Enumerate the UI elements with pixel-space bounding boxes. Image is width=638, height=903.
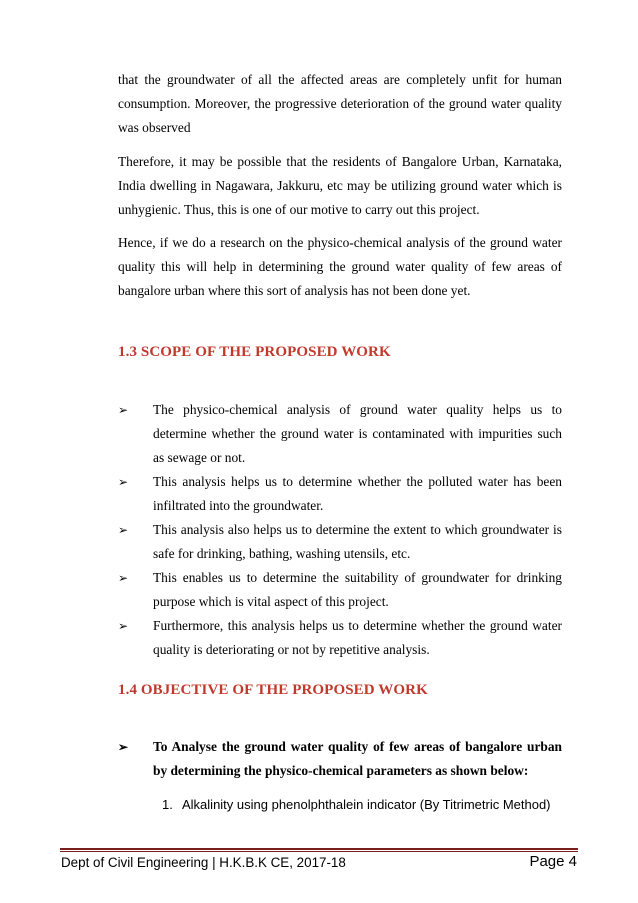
arrow-bullet-icon: ➢ [118, 619, 129, 633]
scope-heading: 1.3 SCOPE OF THE PROPOSED WORK [118, 344, 391, 360]
footer-rule-thick [60, 848, 578, 850]
arrow-bullet-icon: ➢ [118, 571, 129, 585]
objective-list [118, 735, 562, 783]
footer-department: Dept of Civil Engineering | H.K.B.K CE, 2017-18 [61, 855, 346, 870]
paragraph-research-purpose: Hence, if we do a research on the physico-chemical analysis of the ground water quality this will help in determining the ground water quality of few areas of bangalore urban where this sort of analysis has not been done yet. [118, 235, 562, 298]
arrow-bullet-icon: ➢ [118, 740, 129, 754]
paragraph-groundwater-unfit: that the groundwater of all the affected areas are completely unfit for human consumption. Moreover, the progressive deterioration of the ground water quality was observed [118, 72, 562, 135]
scope-item: ➢ This analysis also helps us to determine the extent to which groundwater is safe for drinking, bathing, washing utensils, etc. [118, 518, 562, 566]
arrow-bullet-icon: ➢ [118, 523, 129, 537]
objective-item: ➢ To Analyse the ground water quality of few areas of bangalore urban by determining the physico-chemical parameters as shown below: [118, 735, 562, 783]
scope-item: ➢ This enables us to determine the suitability of groundwater for drinking purpose which is vital aspect of this project. [118, 566, 562, 614]
arrow-bullet-icon: ➢ [118, 403, 129, 417]
scope-list [118, 398, 562, 662]
scope-item: ➢ Furthermore, this analysis helps us to determine whether the ground water quality is deteriorating or not by repetitive analysis. [118, 614, 562, 662]
item-number: 1. [162, 797, 173, 812]
numbered-item-alkalinity [162, 795, 582, 815]
scope-item: ➢ The physico-chemical analysis of ground water quality helps us to determine whether the ground water is contaminated with impurities such as sewage or not. [118, 398, 562, 470]
scope-item: ➢ This analysis helps us to determine whether the polluted water has been infiltrated into the groundwater. [118, 470, 562, 518]
paragraph-bangalore-residents: Therefore, it may be possible that the residents of Bangalore Urban, Karnataka, India dwelling in Nagawara, Jakkuru, etc may be utilizing ground water which is unhygienic. Thus, this is one of our motive to carry out this project. [118, 154, 562, 217]
footer-rule-thin [60, 851, 578, 852]
arrow-bullet-icon: ➢ [118, 475, 129, 489]
footer-page-number: Page 4 [529, 853, 577, 870]
objective-heading: 1.4 OBJECTIVE OF THE PROPOSED WORK [118, 682, 428, 698]
item-text: Alkalinity using phenolphthalein indicator (By Titrimetric Method) [182, 797, 551, 812]
